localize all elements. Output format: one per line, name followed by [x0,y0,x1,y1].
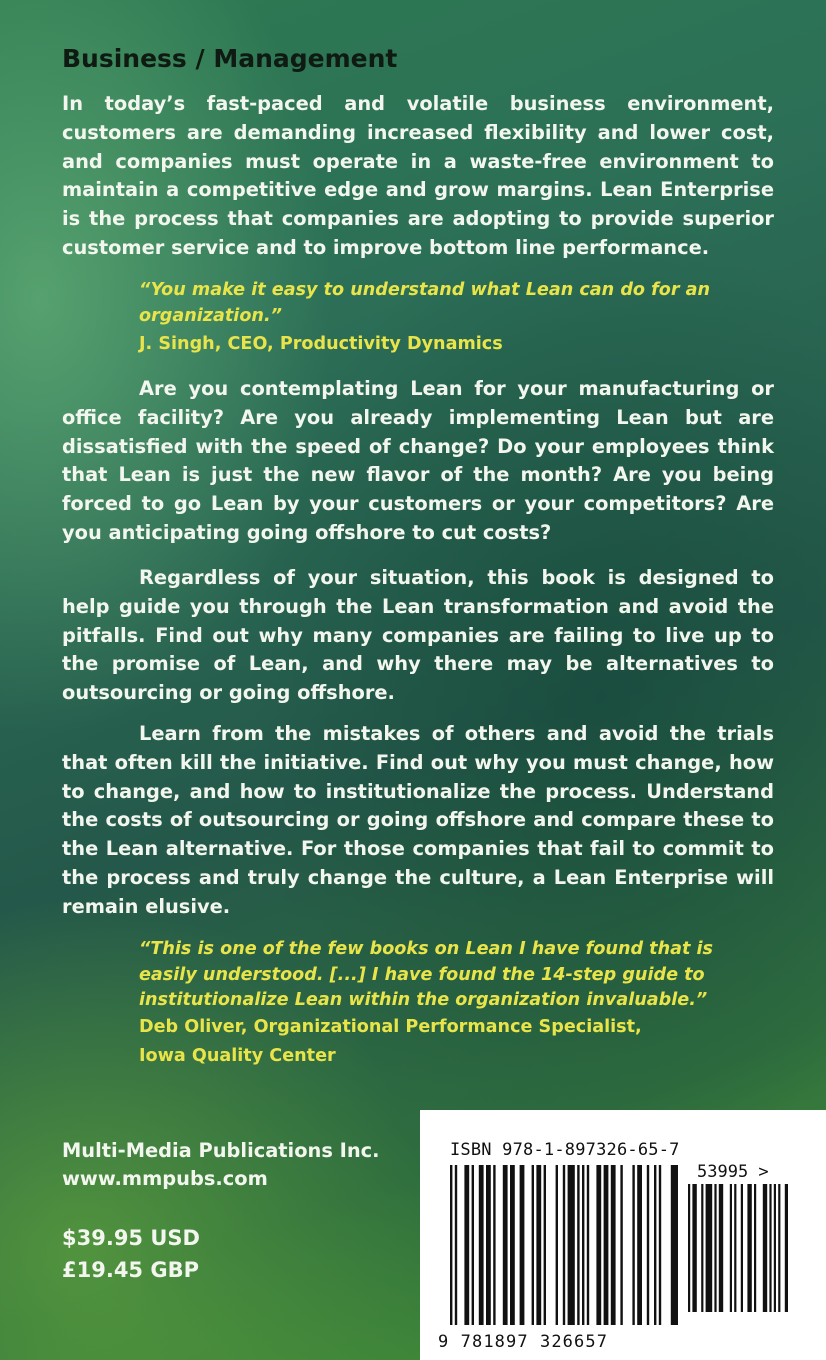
quote-2-attribution-line-1: Deb Oliver, Organizational Performance Specialist, [139,1017,642,1037]
intro-paragraph: In today’s fast-paced and volatile business environment, customers are demanding increased flexibility and lower cost, and companies must operate in a waste-free environment to maintain a competitive edge and grow margins. Lean Enterprise is the process that companies are adopting to provide superior customer service and to improve bottom line performance. [62,92,774,259]
publisher-name: Multi-Media Publications Inc. [62,1139,380,1162]
questions-paragraph: Are you contemplating Lean for your manufacturing or office facility? Are you already implementing Lean but are dissatisfied with the speed of change? Do your employees think that Lean is just the new flavor of the month? Are you being forced to go Lean by your customers or your competitors? Are you anticipating going offshore to cut costs? [62,377,774,544]
publisher-website[interactable]: www.mmpubs.com [62,1167,268,1190]
isbn-barcode [450,1165,678,1343]
isbn-label: ISBN 978-1-897326-65-7 [450,1140,680,1160]
barcode-panel [420,1110,826,1360]
quote-2-attribution-line-2: Iowa Quality Center [139,1046,336,1066]
barcode-price-code: 53995 > [697,1162,769,1182]
barcode-digits: 9 781897 326657 [438,1332,609,1352]
quote-1-text: “You make it easy to understand what Lean can do for an organization.” [139,280,711,326]
quote-2-text: “This is one of the few books on Lean I have found that is easily understood. [...] I have found the 14-step guide to institutionalize Lean within the organization invaluable.” [139,939,714,1010]
category-heading: Business / Management [62,44,398,73]
price-usd: $39.95 USD [62,1226,200,1250]
situation-paragraph: Regardless of your situation, this book is designed to help guide you through the Lean transformation and avoid the pitfalls. Find out why many companies are failing to live up to the promise of Lean, and why there may be alternatives to outsourcing or going offshore. [62,566,774,705]
price-addon-barcode [688,1184,788,1324]
price-gbp: £19.45 GBP [62,1258,199,1282]
quote-1-attribution: J. Singh, CEO, Productivity Dynamics [139,334,503,354]
lessons-paragraph: Learn from the mistakes of others and avoid the trials that often kill the initiative. Find out why you must change, how to change, and how to institutionalize the process. Understand the costs of outsourcing or going offshore and compare these to the Lean alternative. For those companies that fail to commit to the process and truly change the culture, a Lean Enterprise will remain elusive. [62,722,774,918]
